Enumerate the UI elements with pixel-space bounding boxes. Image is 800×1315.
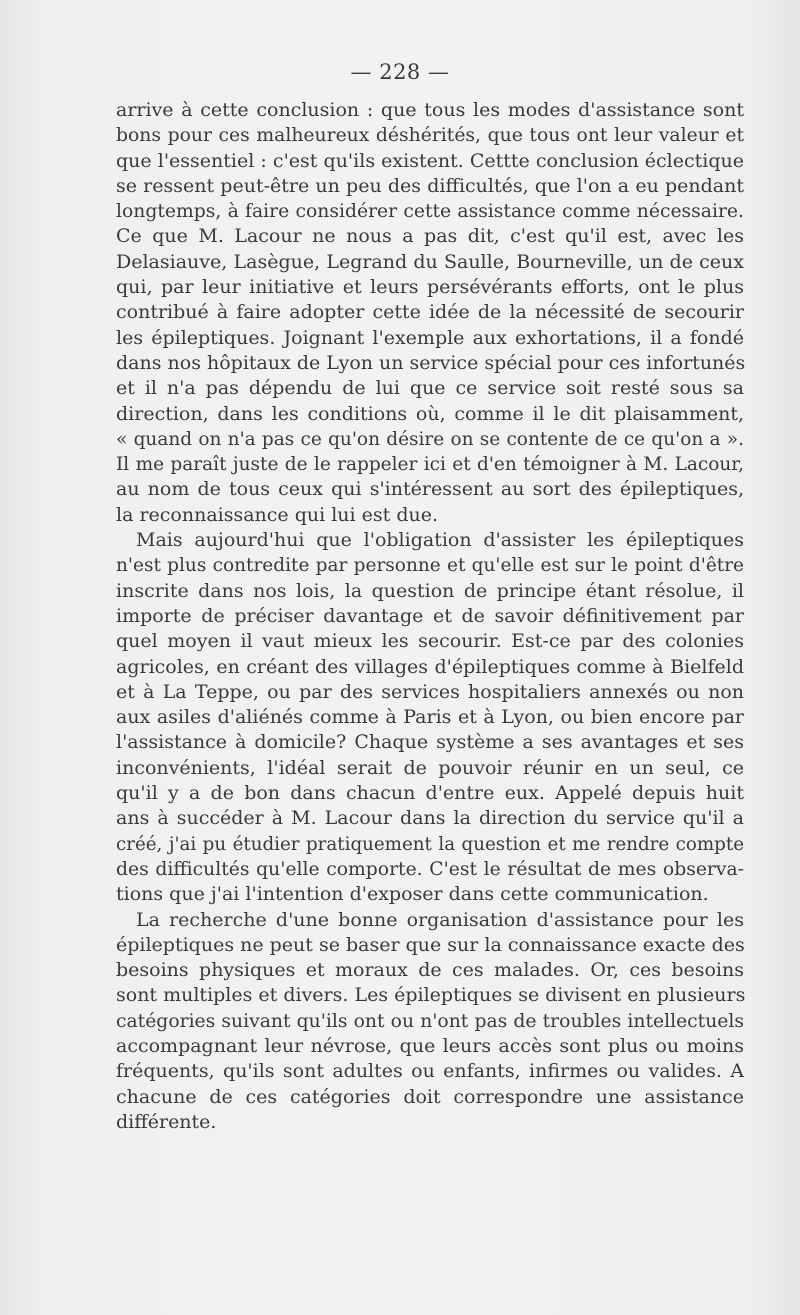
text-line: qu'il y a de bon dans chacun d'entre eux. Appelé depuis huit <box>116 782 744 805</box>
text-line: accompagnant leur névrose, que leurs accès sont plus ou moins <box>116 1034 744 1057</box>
text-line: créé, j'ai pu étudier pratiquement la question et me rendre compte <box>116 833 744 855</box>
text-line: se ressent peut-être un peu des difficultés, que l'on a eu pendant <box>116 174 744 197</box>
text-line: agricoles, en créant des villages d'épileptiques comme à Bielfeld <box>116 655 744 678</box>
text-line: Il me paraît juste de le rappeler ici et d'en témoigner à M. Lacour, <box>116 454 744 476</box>
text-line: inconvénients, l'idéal serait de pouvoir réunir en un seul, ce <box>116 756 744 779</box>
text-line: qui, par leur initiative et leurs persévérants efforts, ont le plus <box>116 276 744 299</box>
text-line: différente. <box>116 1110 217 1133</box>
text-line: inscrite dans nos lois, la question de principe étant résolue, il <box>116 579 744 602</box>
text-line: tions que j'ai l'intention d'exposer dans cette communication. <box>116 883 709 906</box>
text-line: « quand on n'a pas ce qu'on désire on se contente de ce qu'on a ». <box>116 428 744 450</box>
text-line: dans nos hôpitaux de Lyon un service spécial pour ces infortunés <box>116 351 746 374</box>
text-line: contribué à faire adopter cette idée de la nécessité de secourir <box>116 301 744 324</box>
text-line: sont multiples et divers. Les épileptiques se divisent en plusieurs <box>116 984 746 1007</box>
text-line: ans à succéder à M. Lacour dans la direction du service qu'il a <box>116 807 744 830</box>
text-line: et à La Teppe, ou par des services hospitaliers annexés ou non <box>116 680 744 703</box>
text-line: bons pour ces malheureux déshérités, que tous ont leur valeur et <box>116 125 744 147</box>
body-text <box>116 98 744 1135</box>
text-line: la reconnaissance qui lui est due. <box>116 503 439 526</box>
text-line: quel moyen il vaut mieux les secourir. Est-ce par des colonies <box>116 630 744 653</box>
text-line: catégories suivant qu'ils ont ou n'ont pas de troubles intellectuels <box>116 1010 744 1032</box>
text-line: arrive à cette conclusion : que tous les modes d'assistance sont <box>116 99 744 121</box>
text-line: Ce que M. Lacour ne nous a pas dit, c'est qu'il est, avec les <box>116 225 744 248</box>
text-line: que l'essentiel : c'est qu'ils existent. Cettte conclusion éclectique <box>116 149 744 172</box>
text-line: aux asiles d'aliénés comme à Paris et à Lyon, ou bien encore par <box>116 706 744 729</box>
text-line: épileptiques ne peut se baser que sur la connaissance exacte des <box>116 933 745 956</box>
text-line: longtemps, à faire considérer cette assistance comme nécessaire. <box>116 201 744 223</box>
text-line: importe de préciser davantage et de savoir définitivement par <box>116 604 744 627</box>
text-line: fréquents, qu'ils sont adultes ou enfants, infirmes ou valides. A <box>116 1060 744 1083</box>
text-line: l'assistance à domicile? Chaque système a ses avantages et ses <box>116 731 744 754</box>
text-line: et il n'a pas dépendu de lui que ce service soit resté sous sa <box>116 377 744 400</box>
page-number: — 228 — <box>350 60 450 84</box>
text-line: les épileptiques. Joignant l'exemple aux exhortations, il a fondé <box>116 326 744 349</box>
text-line: La recherche d'une bonne organisation d'assistance pour les <box>136 908 744 931</box>
text-line: n'est plus contredite par personne et qu'elle est sur le point d'être <box>116 555 744 577</box>
text-line: direction, dans les conditions où, comme il le dit plaisamment, <box>116 402 744 425</box>
text-line: des difficultés qu'elle comporte. C'est le résultat de mes observa- <box>116 858 744 880</box>
text-line: chacune de ces catégories doit correspondre une assistance <box>116 1085 744 1108</box>
text-line: Delasiauve, Lasègue, Legrand du Saulle, Bourneville, un de ceux <box>116 250 744 273</box>
text-line: besoins physiques et moraux de ces malades. Or, ces besoins <box>116 959 744 982</box>
text-line: Mais aujourd'hui que l'obligation d'assister les épileptiques <box>136 529 744 552</box>
text-line: au nom de tous ceux qui s'intéressent au sort des épileptiques, <box>116 478 744 501</box>
